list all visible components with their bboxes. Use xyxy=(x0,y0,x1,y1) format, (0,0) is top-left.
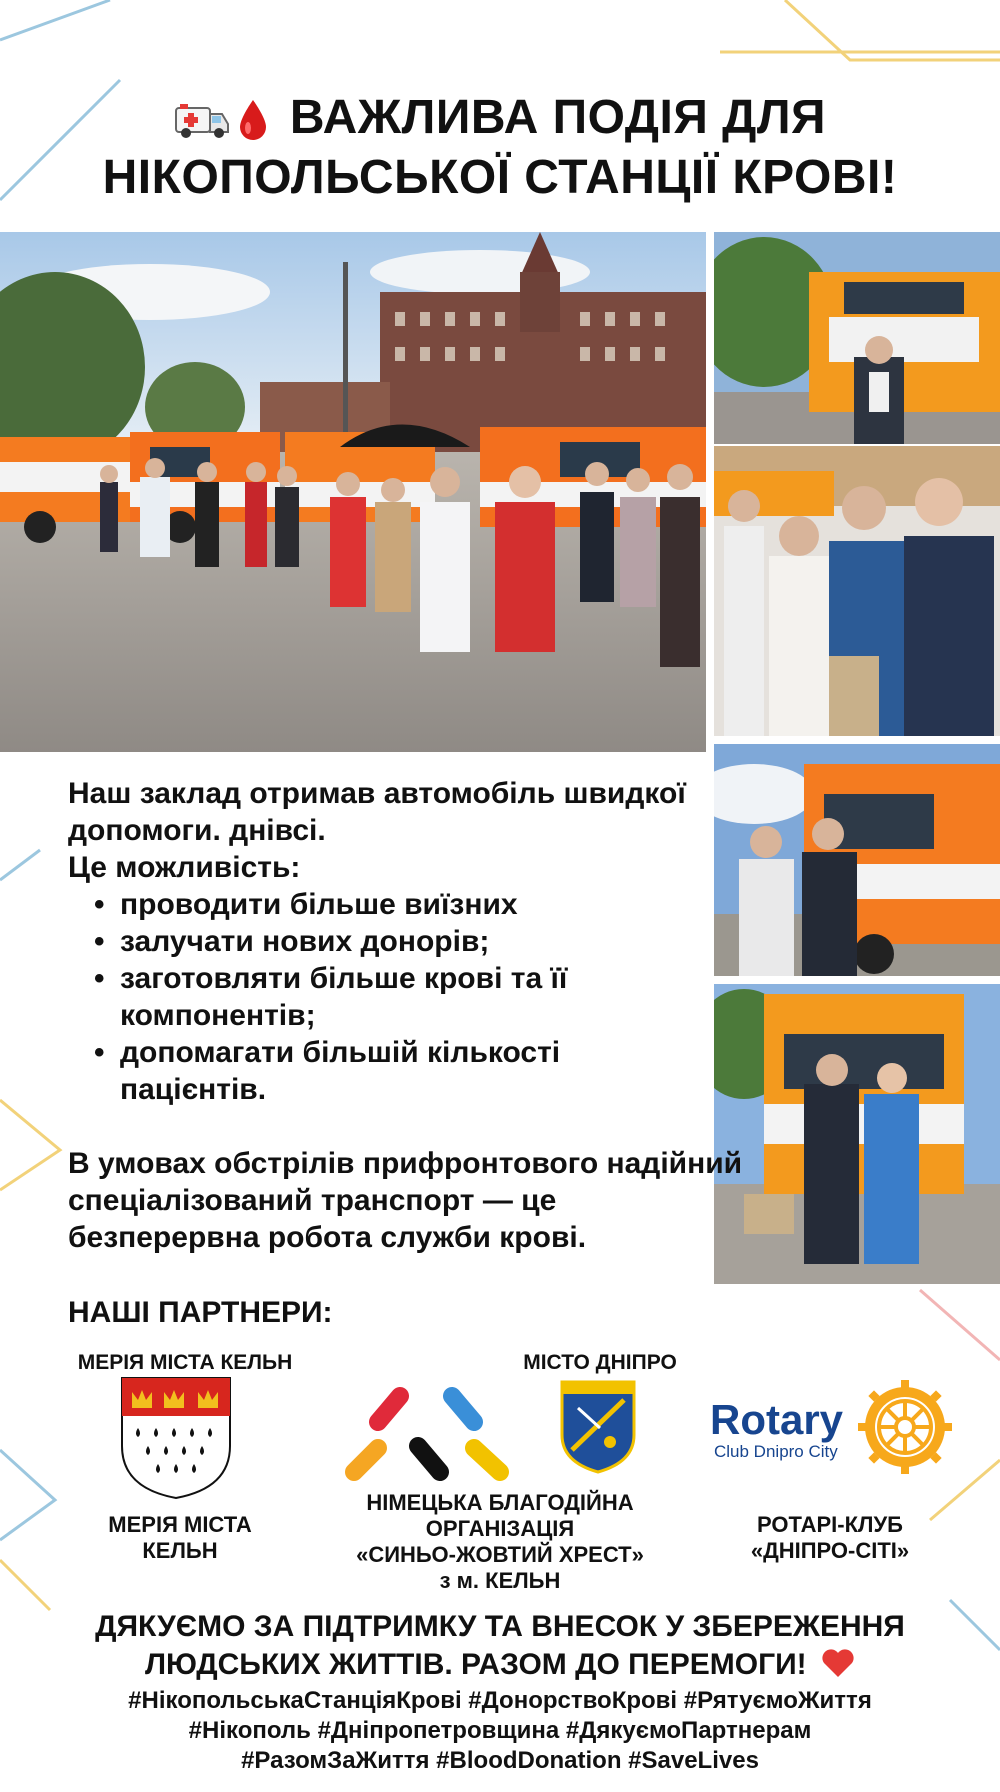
benefits-list xyxy=(68,886,708,1108)
page-title xyxy=(0,88,1000,208)
rotary-line-2: «ДНІПРО-СІТІ» xyxy=(750,1538,910,1563)
cologne-bottom-label xyxy=(70,1512,290,1564)
list-item: • заготовляти більше крові та її компонентів; xyxy=(98,960,708,1034)
possibility-label: Це можливість: xyxy=(68,851,301,884)
hashtags xyxy=(0,1686,1000,1776)
partners-heading: НАШІ ПАРТНЕРИ: xyxy=(68,1296,333,1329)
thanks-message xyxy=(0,1608,1000,1684)
ngo-line-4: з м. КЕЛЬН xyxy=(439,1568,561,1593)
cologne-bottom-line-2: КЕЛЬН xyxy=(142,1538,218,1563)
rotary-label xyxy=(720,1512,940,1564)
intro-text-block xyxy=(68,775,708,1108)
photo-partners-group xyxy=(714,446,1000,736)
rotary-logo-word: Rotary xyxy=(710,1396,844,1443)
blue-yellow-cross-logo xyxy=(340,1382,520,1482)
thanks-line-1: ДЯКУЄМО ЗА ПІДТРИМКУ ТА ВНЕСОК У ЗБЕРЕЖЕННЯ xyxy=(95,1610,905,1643)
dnipro-city-label: МІСТО ДНІПРО xyxy=(523,1351,677,1374)
rotary-wheel-icon xyxy=(858,1380,952,1474)
photo-man-woman-ambulance xyxy=(714,744,1000,976)
thanks-line-2: ЛЮДСЬКИХ ЖИТТІВ. РАЗОМ ДО ПЕРЕМОГИ! xyxy=(144,1648,807,1681)
list-item: • проводити більше виїзних xyxy=(98,886,708,923)
title-line-2: НІКОПОЛЬСЬКОЇ СТАНЦІЇ КРОВІ! xyxy=(102,151,898,204)
ngo-line-3: «СИНЬО-ЖОВТИЙ ХРЕСТ» xyxy=(356,1542,644,1567)
rotary-line-1: РОТАРІ-КЛУБ xyxy=(757,1512,903,1537)
rotary-logo-sub: Club Dnipro City xyxy=(714,1442,838,1461)
cologne-coat-of-arms xyxy=(120,1376,232,1500)
photo-group-ambulances xyxy=(0,232,706,752)
hashtags-line-1: #НікопольськаСтанціяКрові #ДонорствоКрові #РятуємоЖиття xyxy=(128,1687,872,1714)
ambulance-icon xyxy=(174,100,230,140)
dnipro-city-emblem xyxy=(560,1380,636,1474)
ngo-label xyxy=(330,1490,670,1594)
photo-man-woman-vyshyvanka xyxy=(714,984,1000,1284)
rotary-logo xyxy=(710,1398,843,1462)
hashtags-line-2: #Нікополь #Дніпропетровщина #ДякуємоПартнерам xyxy=(188,1717,812,1744)
heart-icon xyxy=(821,1648,855,1678)
intro-paragraph: Наш заклад отримав автомобіль швидкої допомоги. днівсі. xyxy=(68,777,686,847)
hashtags-line-3: #РазомЗаЖиття #BloodDonation #SaveLives xyxy=(241,1747,759,1774)
ngo-line-1: НІМЕЦЬКА БЛАГОДІЙНА xyxy=(366,1490,634,1515)
cologne-top-label: МЕРІЯ МІСТА КЕЛЬН xyxy=(77,1351,293,1374)
photo-ambulance-man xyxy=(714,232,1000,444)
list-item: • допомагати більшій кількості пацієнтів. xyxy=(98,1034,708,1108)
ngo-line-2: ОРГАНІЗАЦІЯ xyxy=(425,1516,575,1541)
title-line-1: ВАЖЛИВА ПОДІЯ ДЛЯ xyxy=(289,91,827,144)
shelling-paragraph: В умовах обстрілів прифронтового надійний спеціалізований транспорт — це безперервна робота служби крові. xyxy=(68,1147,743,1254)
cologne-bottom-line-1: МЕРІЯ МІСТА xyxy=(108,1512,252,1537)
blood-drop-icon xyxy=(238,98,268,142)
list-item: • залучати нових донорів; xyxy=(98,923,708,960)
